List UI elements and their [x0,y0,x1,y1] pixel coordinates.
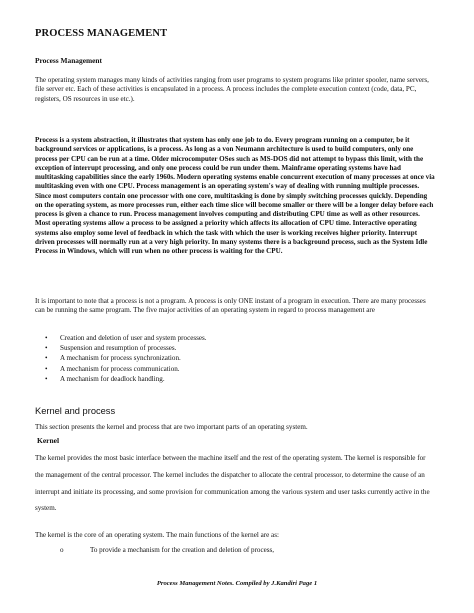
list-item: • A mechanism for deadlock handling. [45,374,207,384]
list-item: • A mechanism for process synchronization. [45,353,207,363]
page-title: PROCESS MANAGEMENT [35,28,168,39]
list-item: • A mechanism for process communication. [45,364,207,374]
section-subtitle: Process Management [35,56,102,65]
list-item: • Suspension and resumption of processes. [45,343,207,353]
list-item: • Creation and deletion of user and system processes. [45,333,207,343]
kernel-functions-paragraph: The kernel is the core of an operating system. The main functions of the kernel are as: [35,531,279,539]
kernel-function-item [60,546,274,554]
kernel-section-heading: Kernel and process [35,406,116,416]
intro-paragraph: The operating system manages many kinds of activities ranging from user programs to system programs like printer spooler, name servers, file server etc. Each of these activities is encapsulated in a process. A process includes the complete execution context (code, data, PC, registers, OS resources in use etc.). [35,76,429,103]
kernel-intro-paragraph: This section presents the kernel and process that are two important parts of an operating system. [35,423,308,431]
list-marker: o [60,546,64,554]
activities-list [45,333,207,384]
process-vs-program-paragraph: It is important to note that a process is not a program. A process is only ONE instant of a program in execution. There are many processes can be running the same program. The five major activities of an operating system in regard to process management are [35,297,426,315]
page-footer: Process Management Notes. Compiled by J.Kandiri Page 1 [156,580,318,587]
kernel-description-paragraph: The kernel provides the most basic interface between the machine itself and the rest of the operating system. The kernel is responsible for the management of the central processor. The kernel includes the dispatcher to allocate the central processor, to determine the cause of an interrupt and initiate its processing, and some provision for communication among the various system and user tasks currently active in the system. [35,454,430,513]
kernel-subheading: Kernel [37,436,60,445]
process-abstraction-paragraph: Process is a system abstraction, it illustrates that system has only one job to do. Every program running on a computer, be it background services or applications, is a process. As long as a von Neumann architecture is used to build computers, only one process per CPU can be run at a time. Older microcomputer OSes such as MS-DOS did not attempt to bypass this limit, with the exception of interrupt processing, and only one process could be run under them. Mainframe operating systems have had multitasking capabilities since the early 1960s. Modern operating systems enable concurrent execution of many processes at once via multitasking even with one CPU. Process management is an operating system's way of dealing with running multiple processes. Since most computers contain one processor with one core, multitasking is done by simply switching processes quickly. Depending on the operating system, as more processes run, either each time slice will become smaller or there will be a longer delay before each process is given a chance to run. Process management involves computing and distributing CPU time as well as other resources. Most operating systems allow a process to be assigned a priority which affects its allocation of CPU time. Interactive operating systems also employ some level of feedback in which the task with which the user is working receives higher priority. Interrupt driven processes will normally run at a very high priority. In many systems there is a background process, such as the System Idle Process in Windows, which will run when no other process is waiting for the CPU. [35,136,435,255]
kernel-function-text: To provide a mechanism for the creation and deletion of process, [90,546,275,554]
